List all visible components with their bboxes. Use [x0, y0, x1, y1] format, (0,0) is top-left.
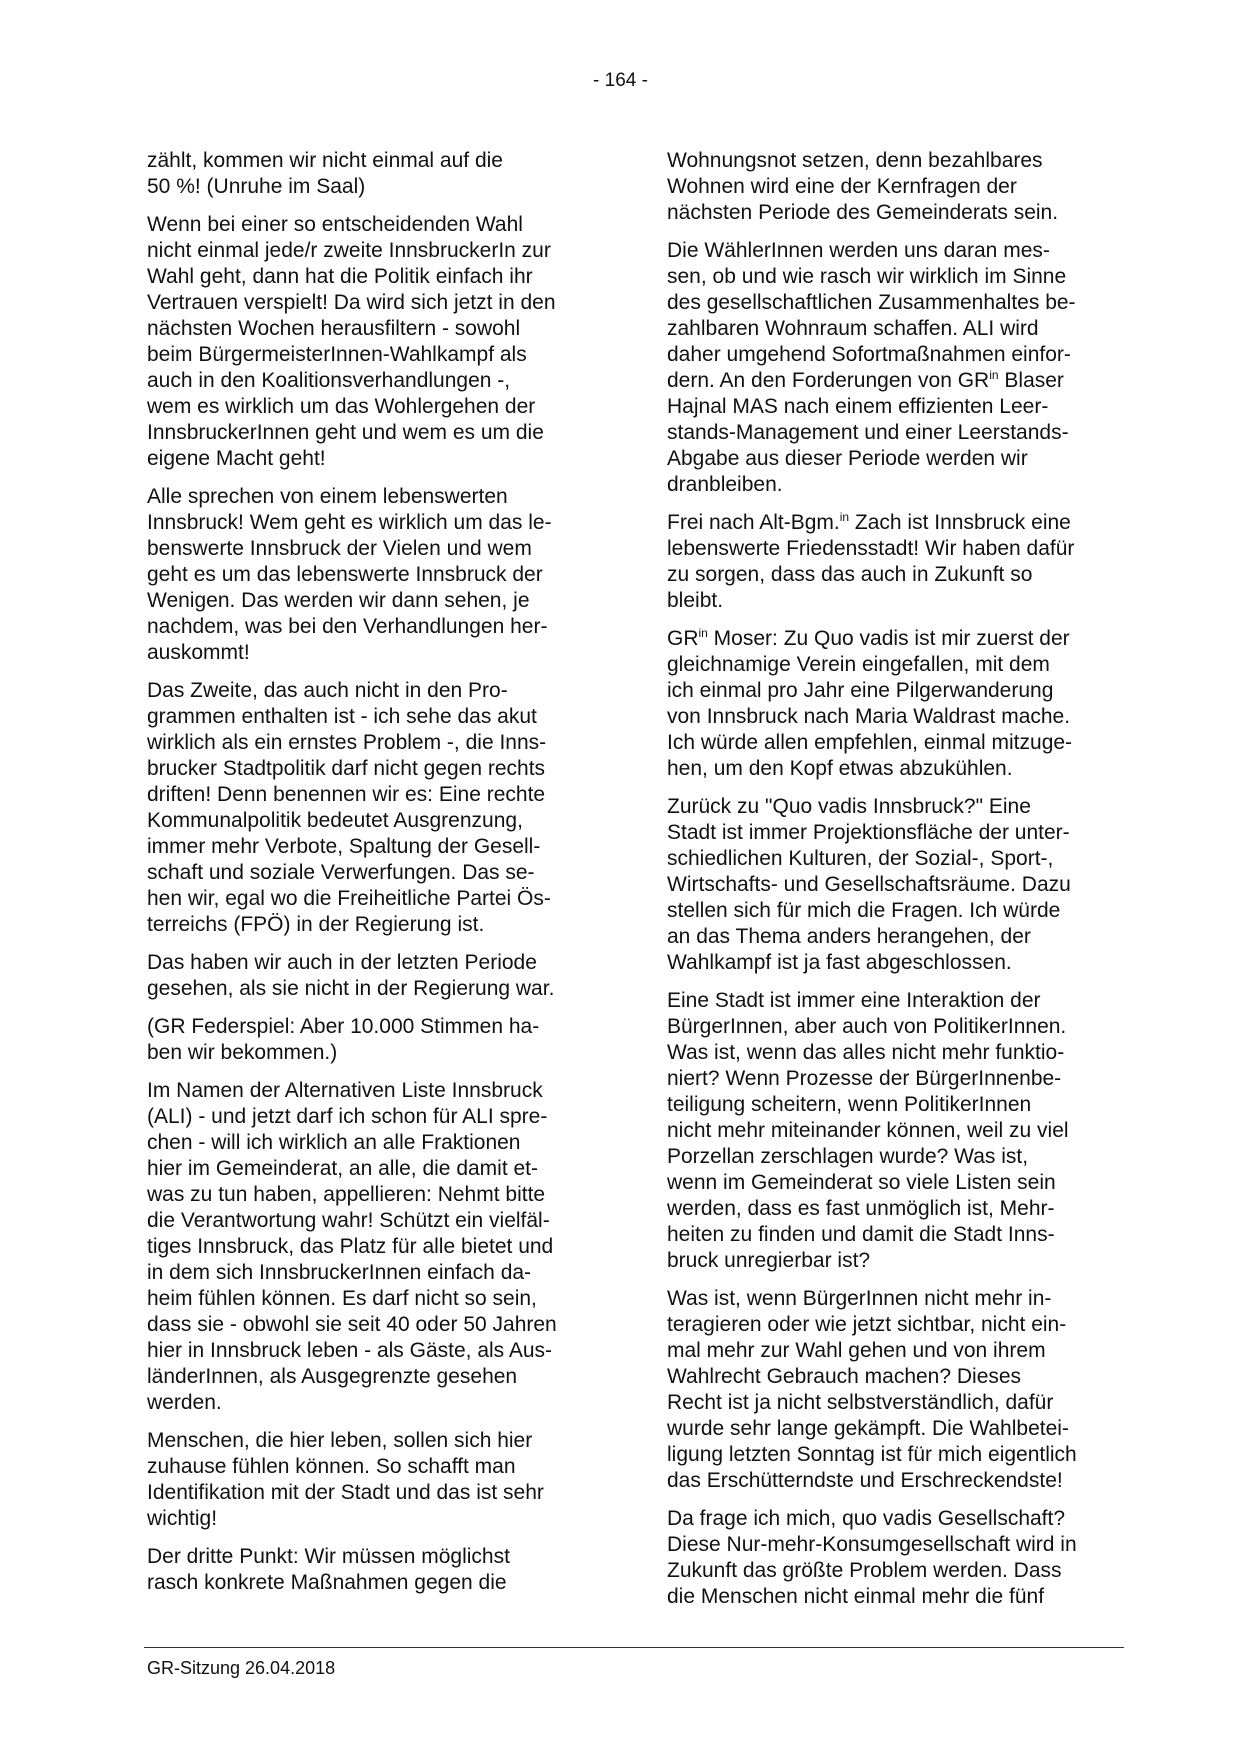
paragraph: Zurück zu "Quo vadis Innsbruck?" Eine Stadt ist immer Projektionsfläche der unter- schiedlichen Kulturen, der Sozial-, Sport-, Wirtschafts- und Gesellschaftsräume. Dazu stellen sich für mich die Fragen. Ich würde an das Thema anders herangehen, der Wahlkampf ist ja fast abgeschlossen. [667, 795, 1071, 974]
text-segment: Zach ist Innsbruck eine lebenswerte Friedensstadt! Wir haben dafür zu sorgen, dass das auch in Zukunft so bleibt. [667, 511, 1075, 612]
page-number: - 164 - [593, 70, 648, 91]
paragraph: Da frage ich mich, quo vadis Gesellschaft? Diese Nur-mehr-Konsumgesellschaft wird in Zukunft das größte Problem werden. Dass die Menschen nicht einmal mehr die fünf [667, 1507, 1077, 1608]
right-column [667, 148, 1121, 1622]
paragraph: zählt, kommen wir nicht einmal auf die 50 %! (Unruhe im Saal) [147, 149, 503, 198]
paragraph [667, 238, 1121, 498]
paragraph: Alle sprechen von einem lebenswerten Innsbruck! Wem geht es wirklich um das le- benswerte Innsbruck der Vielen und wem geht es um das lebenswerte Innsbruck der Wenigen. Das werden wir dann sehen, je nachdem, was bei den Verhandlungen her- auskommt! [147, 485, 552, 664]
text-segment: Die WählerInnen werden uns daran mes- sen, ob und wie rasch wir wirklich im Sinne des gesellschaftlichen Zusammenhaltes be- zahlbaren Wohnraum schaffen. ALI wird daher umgehend Sofortmaßnahmen einfor- dern. An den Forderungen von GR [667, 239, 1076, 392]
superscript: in [698, 626, 708, 640]
text-segment: Blaser Hajnal MAS nach einem effizienten Leer- stands-Management und einer Leerstands- Abgabe aus dieser Periode werden wir dranbleiben. [667, 369, 1069, 496]
paragraph: Das Zweite, das auch nicht in den Pro- grammen enthalten ist - ich sehe das akut wirklich als ein ernstes Problem -, die Inns- brucker Stadtpolitik darf nicht gegen rechts driften! Denn benennen wir es: Eine rechte Kommunalpolitik bedeutet Ausgrenzung, immer mehr Verbote, Spaltung der Gesell- schaft und soziale Verwerfungen. Das se- hen wir, egal wo die Freiheitliche Partei Ös- terreichs (FPÖ) in der Regierung ist. [147, 679, 551, 936]
speaker-name: GR [667, 627, 699, 650]
paragraph: Der dritte Punkt: Wir müssen möglichst rasch konkrete Maßnahmen gegen die [147, 1545, 510, 1594]
interjection: (GR Federspiel: Aber 10.000 Stimmen ha- ben wir bekommen.) [147, 1015, 540, 1064]
paragraph: Eine Stadt ist immer eine Interaktion der BürgerInnen, aber auch von PolitikerInnen. Was ist, wenn das alles nicht mehr funktio- niert? Wenn Prozesse der BürgerInnenbe- teiligung scheitern, wenn PolitikerInnen nicht mehr miteinander können, weil zu viel Porzellan zerschlagen wurde? Was ist, wenn im Gemeinderat so viele Listen sein werden, dass es fast unmöglich ist, Mehr- heiten zu finden und damit die Stadt Inns- bruck unregierbar ist? [667, 989, 1069, 1272]
paragraph: Wenn bei einer so entscheidenden Wahl nicht einmal jede/r zweite InnsbruckerIn zur Wahl geht, dann hat die Politik einfach ihr Vertrauen verspielt! Da wird sich jetzt in den nächsten Wochen herausfiltern - sowohl beim BürgermeisterInnen-Wahlkampf als auch in den Koalitionsverhandlungen -, wem es wirklich um das Wohlergehen der InnsbruckerInnen geht und wem es um die eigene Macht geht! [147, 213, 556, 470]
paragraph [667, 510, 1121, 614]
text-segment: Frei nach Alt-Bgm. [667, 511, 840, 534]
superscript: in [839, 510, 850, 524]
footer-divider [144, 1647, 1124, 1648]
paragraph: Das haben wir auch in der letzten Periode gesehen, als sie nicht in der Regierung war. [147, 951, 555, 1000]
superscript: in [989, 368, 999, 382]
left-column [147, 148, 601, 1608]
paragraph: Im Namen der Alternativen Liste Innsbruck (ALI) - und jetzt darf ich schon für ALI spre- chen - will ich wirklich an alle Fraktionen hier im Gemeinderat, an alle, die damit et- was zu tun haben, appellieren: Nehmt bitte die Verantwortung wahr! Schützt ein vielfäl- tiges Innsbruck, das Platz für alle bietet und in dem sich InnsbruckerInnen einfach da- heim fühlen können. Es darf nicht so sein, dass sie - obwohl sie seit 40 oder 50 Jahren hier in Innsbruck leben - als Gäste, als Aus- länderInnen, als Ausgegrenzte gesehen werden. [147, 1079, 557, 1414]
paragraph: Menschen, die hier leben, sollen sich hier zuhause fühlen können. So schafft man Identifikation mit der Stadt und das ist sehr wichtig! [147, 1429, 544, 1530]
speaker-paragraph [667, 626, 1121, 782]
footer-session-date: GR-Sitzung 26.04.2018 [147, 1658, 336, 1678]
paragraph: Was ist, wenn BürgerInnen nicht mehr in- teragieren oder wie jetzt sichtbar, nicht ein- mal mehr zur Wahl gehen und von ihrem Wahlrecht Gebrauch machen? Dieses Recht ist ja nicht selbstverständlich, dafür wurde sehr lange gekämpft. Die Wahlbetei- ligung letzten Sonntag ist für mich eigentlich das Erschütterndste und Erschreckendste! [667, 1287, 1077, 1492]
paragraph: Wohnungsnot setzen, denn bezahlbares Wohnen wird eine der Kernfragen der nächsten Periode des Gemeinderats sein. [667, 149, 1059, 224]
text-segment: Moser: Zu Quo vadis ist mir zuerst der gleichnamige Verein eingefallen, mit dem ich einmal pro Jahr eine Pilgerwanderung von Innsbruck nach Maria Waldrast mache. Ich würde allen empfehlen, einmal mitzuge- hen, um den Kopf etwas abzukühlen. [667, 627, 1073, 780]
